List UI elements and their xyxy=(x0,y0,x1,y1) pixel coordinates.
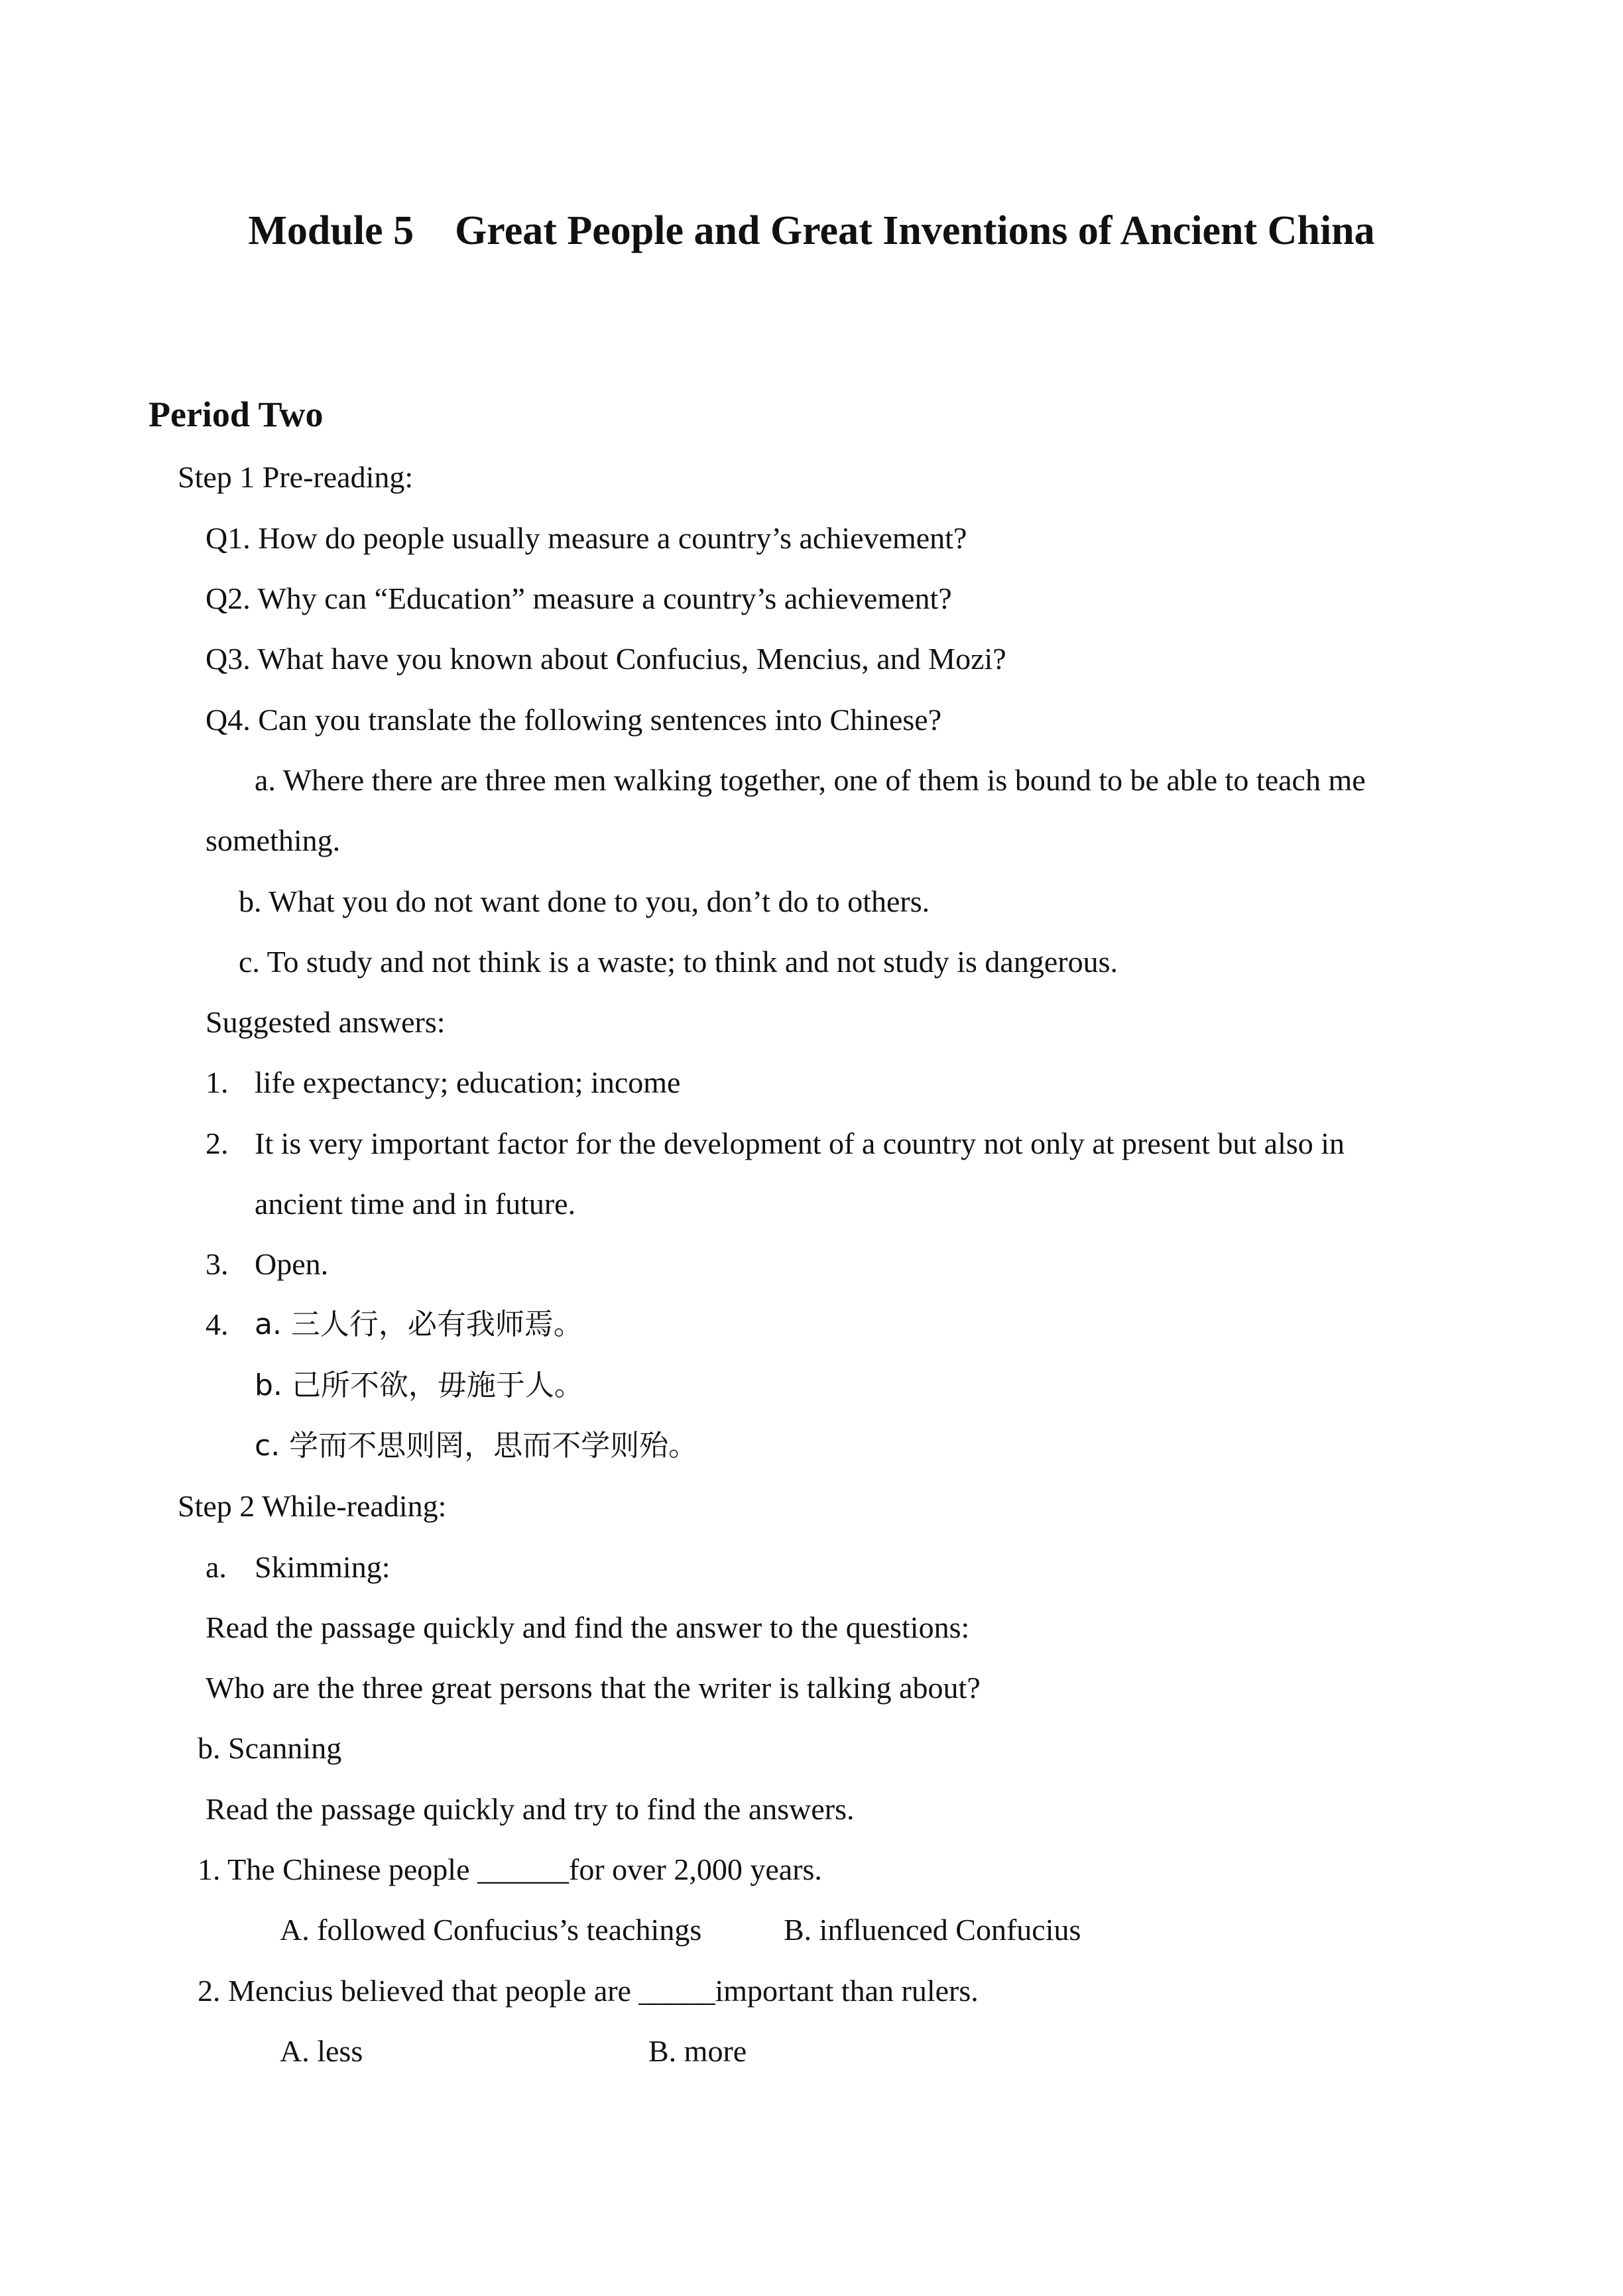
scanning-instruction: Read the passage quickly and try to find the answers. xyxy=(206,1792,855,1826)
scan-question-1: 1. The Chinese people ______for over 2,000 years. xyxy=(198,1852,822,1886)
answer-3: Open. xyxy=(255,1247,329,1281)
step2-heading: Step 2 While-reading: xyxy=(178,1489,447,1523)
scan-question-2: 2. Mencius believed that people are _____important than rulers. xyxy=(198,1974,979,2008)
question-1: Q1. How do people usually measure a country’s achievement? xyxy=(206,521,967,555)
question-4: Q4. Can you translate the following sentences into Chinese? xyxy=(206,703,942,737)
question-2: Q2. Why can “Education” measure a country’s achievement? xyxy=(206,581,952,615)
answer-4-number: 4. xyxy=(206,1307,229,1341)
skimming-label: Skimming: xyxy=(255,1550,391,1584)
answer-2-line2: ancient time and in future. xyxy=(255,1187,576,1221)
answer-1: life expectancy; education; income xyxy=(255,1065,681,1099)
scan-question-2-option-a: A. less xyxy=(280,2034,363,2068)
scan-question-1-option-b: B. influenced Confucius xyxy=(784,1913,1081,1947)
skimming-question: Who are the three great persons that the writer is talking about? xyxy=(206,1671,981,1705)
answer-4c: c. 学而不思则罔，思而不学则殆。 xyxy=(255,1429,698,1463)
skimming-number: a. xyxy=(206,1550,227,1584)
answer-3-number: 3. xyxy=(206,1247,229,1281)
sentence-a-line1: a. Where there are three men walking together, one of them is bound to be able to teach me xyxy=(255,763,1366,797)
sentence-c: c. To study and not think is a waste; to think and not study is dangerous. xyxy=(239,945,1118,979)
document-title: Module 5 Great People and Great Inventions of Ancient China xyxy=(248,208,1375,253)
question-3: Q3. What have you known about Confucius, Mencius, and Mozi? xyxy=(206,642,1006,676)
scan-question-1-option-a: A. followed Confucius’s teachings xyxy=(280,1913,702,1947)
answer-1-number: 1. xyxy=(206,1065,229,1099)
skimming-instruction: Read the passage quickly and find the answer to the questions: xyxy=(206,1610,970,1644)
suggested-answers-label: Suggested answers: xyxy=(206,1005,446,1039)
answer-4a: a. 三人行，必有我师焉。 xyxy=(255,1307,583,1341)
answer-2-number: 2. xyxy=(206,1126,229,1160)
answer-4b: b. 己所不欲，毋施于人。 xyxy=(255,1368,583,1402)
sentence-b: b. What you do not want done to you, don’t do to others. xyxy=(239,884,930,918)
scanning-label: b. Scanning xyxy=(198,1731,342,1765)
period-heading: Period Two xyxy=(149,394,324,434)
scan-question-2-option-b: B. more xyxy=(648,2034,747,2068)
step1-heading: Step 1 Pre-reading: xyxy=(178,460,414,494)
sentence-a-line2: something. xyxy=(206,823,341,857)
answer-2-line1: It is very important factor for the development of a country not only at present but also in xyxy=(255,1126,1345,1160)
